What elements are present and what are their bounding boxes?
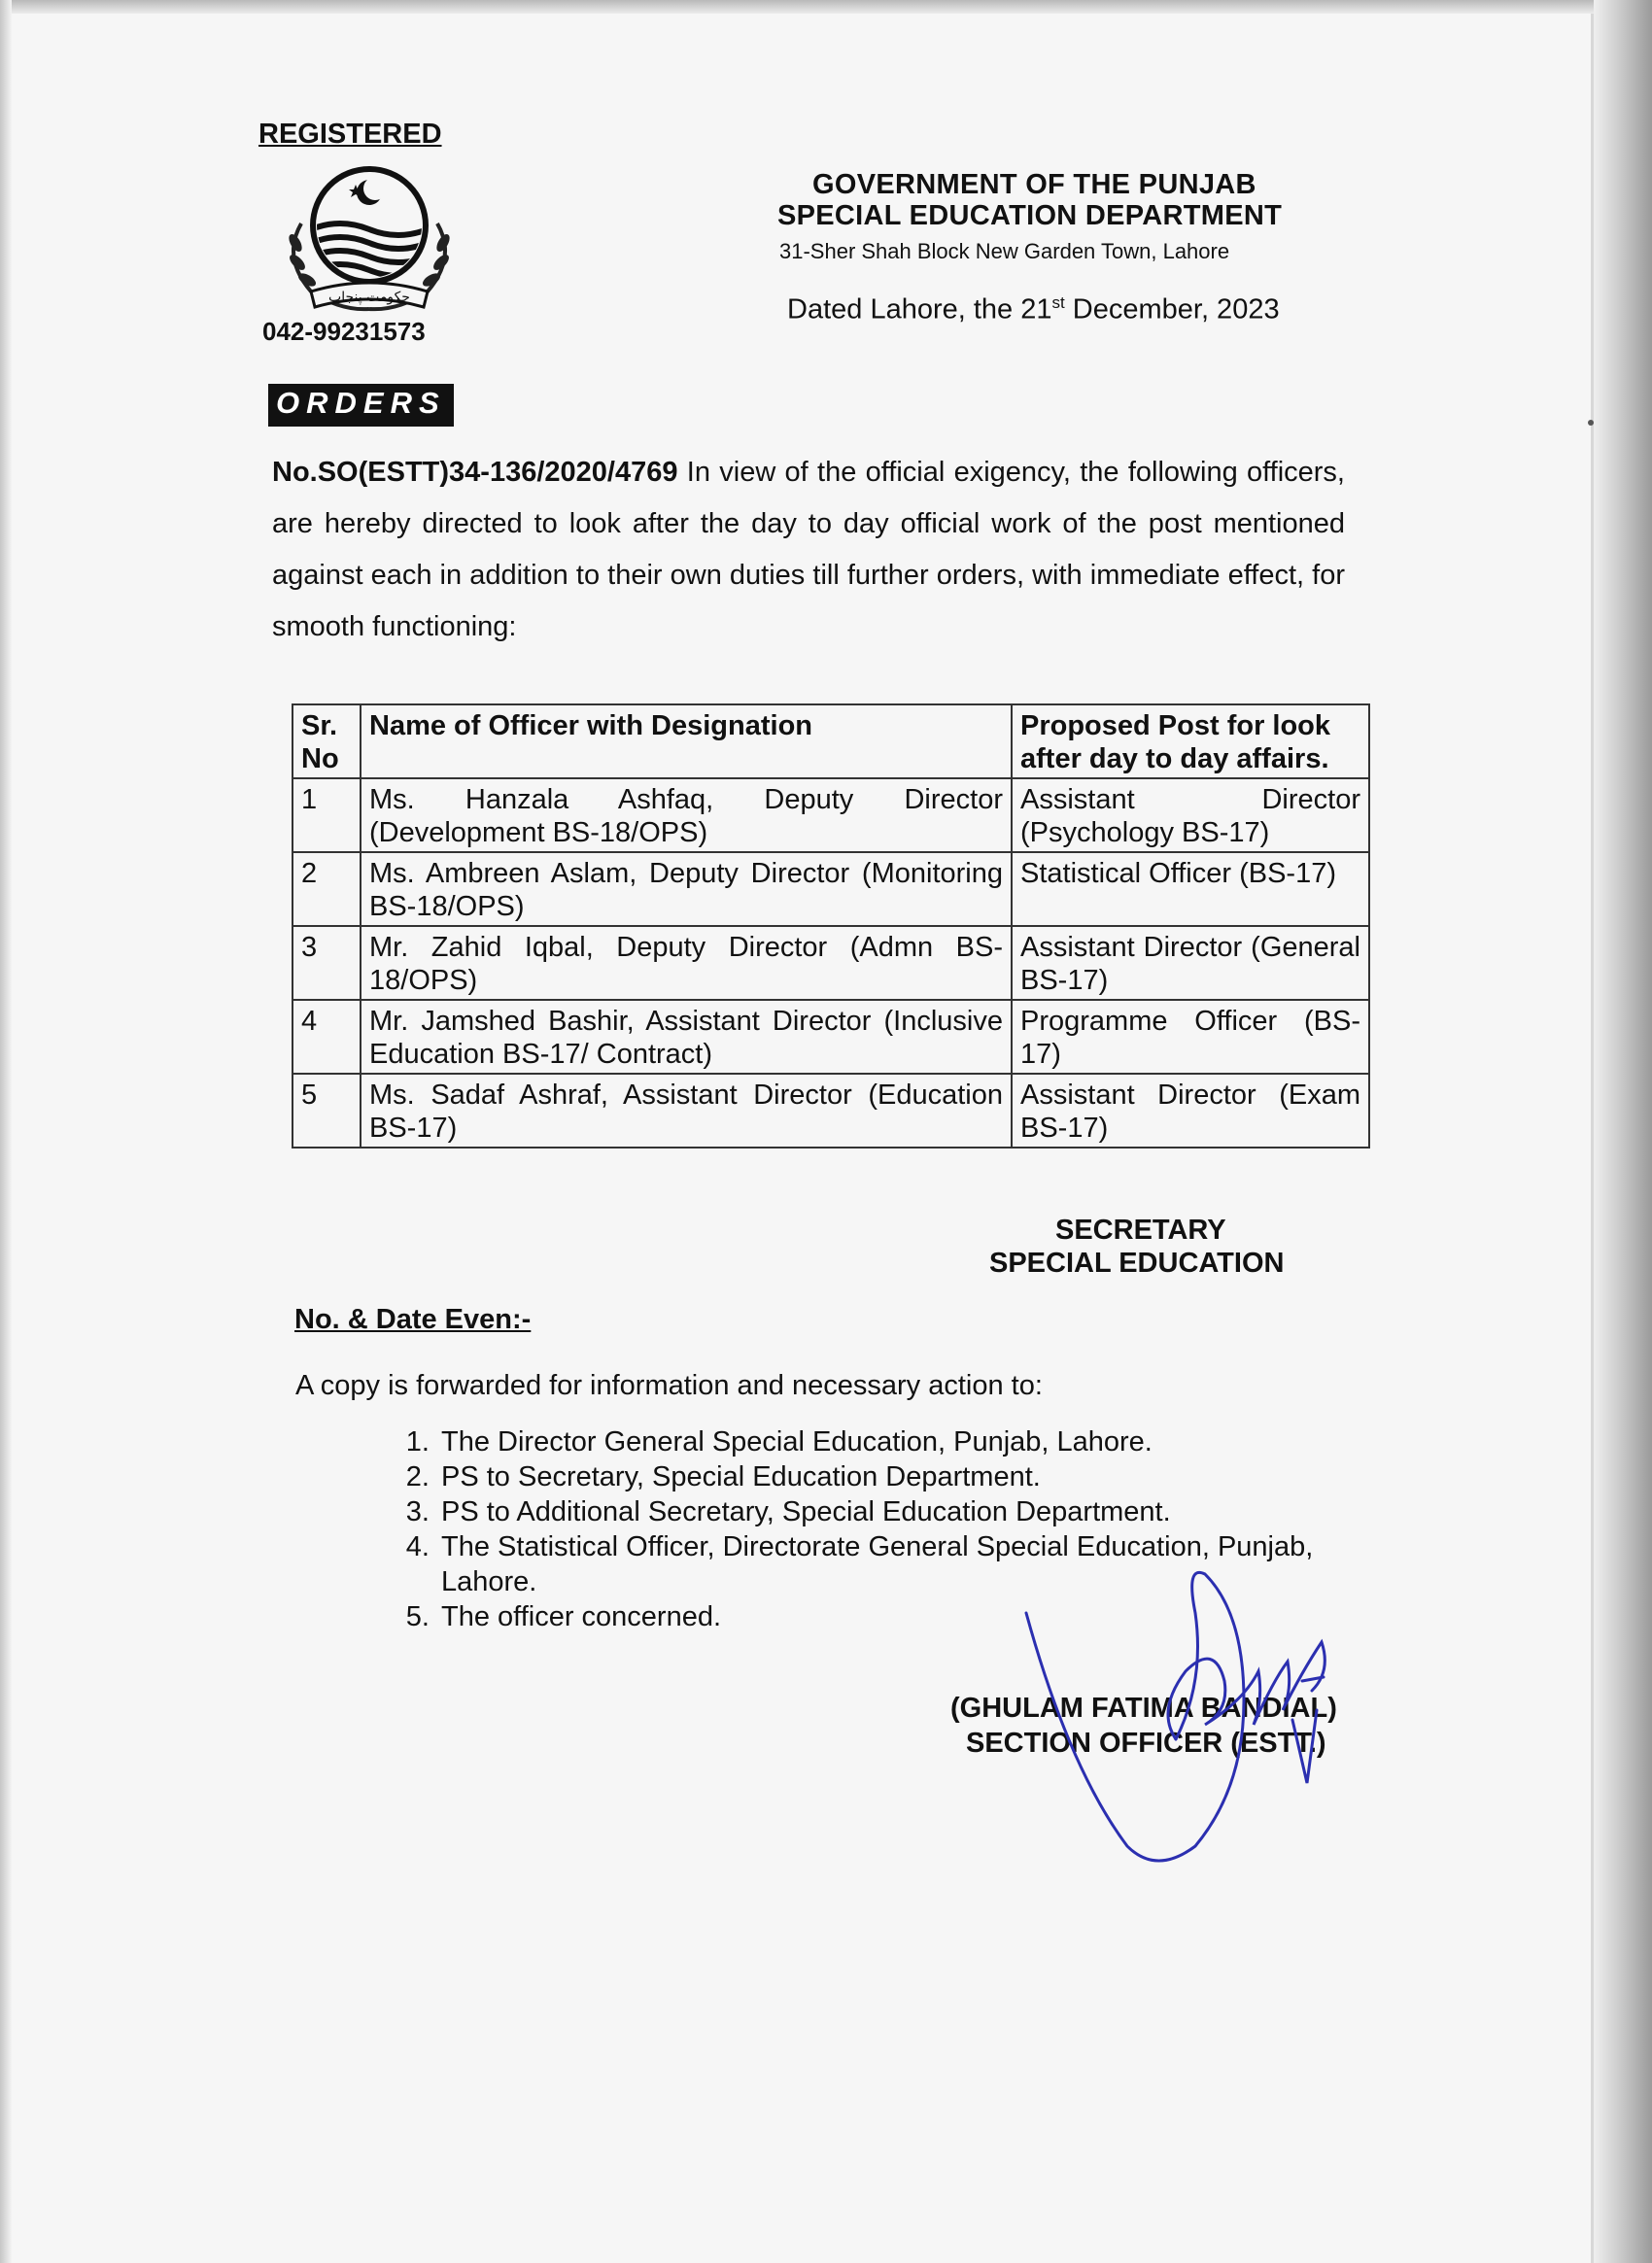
list-item: 3. PS to Additional Secretary, Special Education Department. [437,1494,1351,1529]
cell-sr: 2 [293,852,361,926]
table-row [293,1074,1369,1148]
cell-post: Assistant Director (Psychology BS-17) [1012,778,1369,852]
table-header-row [293,704,1369,778]
cell-officer: Ms. Ambreen Aslam, Deputy Director (Monitoring BS-18/OPS) [361,852,1012,926]
cell-post: Assistant Director (Exam BS-17) [1012,1074,1369,1148]
signatory-name: (GHULAM FATIMA BANDIAL) [950,1693,1337,1724]
list-item: 5. The officer concerned. [437,1599,1351,1634]
cell-post: Programme Officer (BS-17) [1012,1000,1369,1074]
order-number: No.SO(ESTT)34-136/2020/4769 [272,457,678,488]
issue-date-ordinal: st [1051,293,1065,312]
order-body: In view of the official exigency, the following officers, are hereby directed to look after the day to day official work of the post mentioned against each in addition to their own duties till further orders, with immediate effect, for smooth functioning: [272,457,1345,642]
issue-date-suffix: December, 2023 [1064,293,1280,326]
cell-sr: 5 [293,1074,361,1148]
header-officer-name: Name of Officer with Designation [361,704,1012,778]
issue-date [787,293,1280,326]
handwritten-signature [1011,1555,1341,1885]
list-item: 1. The Director General Special Education, Punjab, Lahore. [437,1424,1351,1459]
svg-text:حکومت پنجاب: حکومت پنجاب [328,290,410,305]
cell-sr: 4 [293,1000,361,1074]
list-item: 2. PS to Secretary, Special Education Department. [437,1459,1351,1494]
cell-officer: Ms. Hanzala Ashfaq, Deputy Director (Development BS-18/OPS) [361,778,1012,852]
cell-officer: Mr. Zahid Iqbal, Deputy Director (Admn BS-18/OPS) [361,926,1012,1000]
table-row [293,778,1369,852]
cell-sr: 3 [293,926,361,1000]
cell-post: Statistical Officer (BS-17) [1012,852,1369,926]
department-address: 31-Sher Shah Block New Garden Town, Lahore [779,239,1230,263]
order-paragraph [272,447,1345,653]
cell-sr: 1 [293,778,361,852]
scan-top-edge [0,0,1594,14]
copy-forwarded-text: A copy is forwarded for information and necessary action to: [295,1370,1043,1401]
header-sr-no: Sr. No [293,704,361,778]
department-title: SPECIAL EDUCATION DEPARTMENT [777,200,1283,231]
signatory-title: SECTION OFFICER (ESTT.) [966,1728,1326,1759]
table-row [293,1000,1369,1074]
government-title: GOVERNMENT OF THE PUNJAB [812,169,1256,200]
table-row [293,852,1369,926]
punjab-government-logo [272,165,466,321]
scan-left-edge [0,0,12,2263]
header-proposed-post: Proposed Post for look after day to day affairs. [1012,704,1369,778]
no-date-even-heading: No. & Date Even:- [294,1304,532,1335]
phone-number: 042-99231573 [262,317,426,346]
secretary-department: SPECIAL EDUCATION [989,1248,1285,1279]
scan-speck [1586,418,1596,428]
officers-table [292,703,1370,1149]
registered-label: REGISTERED [258,119,442,150]
secretary-title: SECRETARY [1055,1215,1226,1246]
cell-officer: Ms. Sadaf Ashraf, Assistant Director (Education BS-17) [361,1074,1012,1148]
list-item: 4. The Statistical Officer, Directorate General Special Education, Punjab, Lahore. [437,1529,1351,1599]
cell-officer: Mr. Jamshed Bashir, Assistant Director (Inclusive Education BS-17/ Contract) [361,1000,1012,1074]
issue-date-prefix: Dated Lahore, the 21 [787,293,1052,326]
scan-edge [1594,0,1652,2263]
table-row [293,926,1369,1000]
orders-heading: ORDERS [268,384,454,427]
cell-post: Assistant Director (General BS-17) [1012,926,1369,1000]
